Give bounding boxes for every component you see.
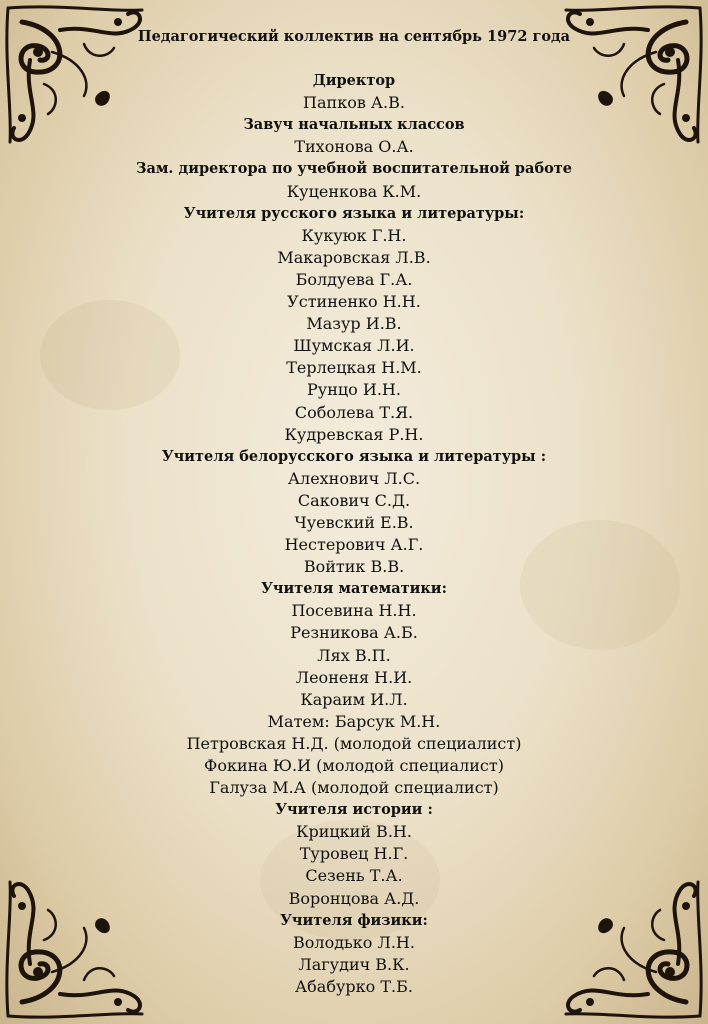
staff-name: Лях В.П. [317, 645, 391, 665]
staff-name: Галуза М.А (молодой специалист) [209, 778, 499, 798]
document-title: Педагогический коллектив на сентябрь 1972 года [137, 28, 571, 45]
staff-name: Войтик В.В. [303, 557, 405, 577]
staff-name: Лагудич В.К. [298, 954, 410, 974]
staff-name: Матем: Барсук М.Н. [267, 711, 441, 731]
section-heading: Директор [312, 72, 396, 90]
staff-name: Сезень Т.А. [305, 866, 403, 886]
staff-name: Тихонова О.А. [294, 137, 414, 157]
staff-name: Соболева Т.Я. [294, 402, 414, 422]
staff-name: Чуевский Е.В. [294, 512, 414, 532]
section-director [90, 70, 618, 114]
staff-name: Резникова А.Б. [290, 623, 418, 643]
section-heading: Учителя истории : [275, 801, 433, 819]
staff-name: Нестерович А.Г. [284, 535, 424, 555]
staff-name: Устиненко Н.Н. [287, 292, 421, 312]
staff-name: Болдуева Г.А. [295, 269, 413, 289]
staff-name: Фокина Ю.И (молодой специалист) [204, 756, 504, 775]
section-heading: Учителя математики: [261, 580, 447, 598]
staff-name: Леоненя Н.И. [295, 667, 413, 687]
section-physics-teachers [90, 910, 618, 998]
section-belarusian-teachers [90, 446, 618, 579]
staff-name: Кукуюк Г.Н. [301, 225, 407, 245]
document-body [90, 26, 618, 998]
section-heading: Учителя русского языка и литературы: [183, 204, 525, 222]
staff-name: Алехнович Л.С. [287, 468, 421, 488]
staff-name: Мазур И.В. [306, 314, 402, 334]
staff-name: Петровская Н.Д. (молодой специалист) [186, 733, 522, 753]
section-heading: Завуч начальных классов [243, 116, 465, 134]
staff-name: Туровец Н.Г. [299, 844, 409, 864]
staff-name: Рунцо И.Н. [307, 380, 401, 400]
section-russian-teachers [90, 203, 618, 446]
staff-name: Караим И.Л. [300, 689, 408, 709]
section-deputy-director [90, 158, 618, 202]
section-heading: Учителя физики: [280, 911, 428, 929]
staff-name: Посевина Н.Н. [291, 601, 417, 621]
staff-name: Папков А.В. [303, 93, 405, 113]
staff-name: Володько Л.Н. [293, 932, 415, 952]
staff-name: Терлецкая Н.М. [286, 358, 422, 378]
staff-name: Крицкий В.Н. [296, 822, 412, 842]
staff-name: Макаровская Л.В. [277, 247, 431, 267]
section-math-teachers [90, 578, 618, 799]
staff-name: Сакович С.Д. [297, 490, 411, 510]
staff-name: Воронцова А.Д. [288, 888, 420, 908]
section-head-teacher [90, 114, 618, 158]
staff-name: Абабурко Т.Б. [295, 976, 413, 996]
section-heading: Зам. директора по учебной воспитательной работе [135, 160, 573, 178]
section-heading: Учителя белорусского языка и литературы : [161, 447, 547, 465]
staff-name: Куценкова К.М. [286, 181, 422, 201]
section-history-teachers [90, 799, 618, 909]
staff-name: Шумская Л.И. [293, 336, 415, 356]
staff-name: Кудревская Р.Н. [284, 424, 424, 444]
